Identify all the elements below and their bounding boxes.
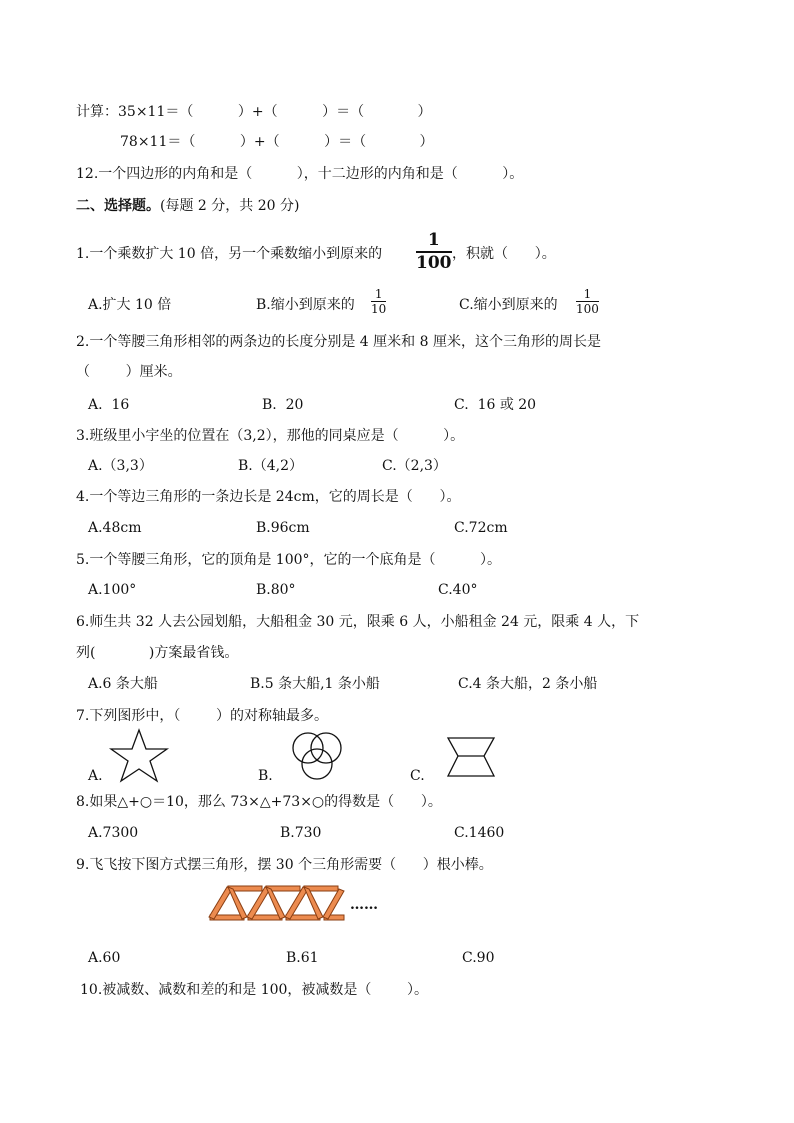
question-4-option-b[interactable]: B.96cm	[256, 520, 310, 536]
question-6-option-a[interactable]: A.6 条大船	[88, 676, 158, 692]
question-7-option-b[interactable]: B.	[258, 768, 273, 784]
question-4-stem: 4.一个等边三角形的一条边长是 24cm，它的周长是（ ）。	[76, 489, 461, 505]
option-c-fraction	[576, 288, 599, 315]
question-8-stem: 8.如果△+○＝10，那么 73×△+73×○的得数是（ ）。	[76, 794, 442, 810]
question-6-stem-cont: 列( )方案最省钱。	[76, 645, 239, 661]
fraction-numerator: 1	[583, 287, 592, 301]
continuation-ellipsis: ……	[350, 897, 378, 913]
calc-line-1: 计算：35×11＝（ ）+（ ）＝（ ）	[76, 104, 432, 120]
question-1-option-b[interactable]: B.缩小到原来的	[256, 297, 355, 313]
hourglass-shape-icon	[444, 736, 498, 780]
question-9-option-b[interactable]: B.61	[286, 950, 319, 966]
fraction-denominator: 100	[576, 302, 599, 316]
question-1-stem: 1.一个乘数扩大 10 倍，另一个乘数缩小到原来的	[76, 246, 383, 262]
question-2-option-c[interactable]: C. 16 或 20	[454, 397, 537, 413]
question-5-stem: 5.一个等腰三角形，它的顶角是 100°，它的一个底角是（ ）。	[76, 552, 502, 568]
question-5-option-c[interactable]: C.40°	[438, 582, 478, 598]
stick-triangles-figure	[206, 884, 348, 924]
question-1-option-c[interactable]: C.缩小到原来的	[459, 297, 558, 313]
option-b-fraction	[371, 288, 386, 315]
question-5-option-b[interactable]: B.80°	[256, 582, 296, 598]
question-2-stem-cont: （ ）厘米。	[76, 364, 182, 380]
calc-line-2: 78×11＝（ ）+（ ）＝（ ）	[120, 134, 434, 150]
fraction-numerator: 1	[427, 230, 440, 250]
question-3-stem: 3.班级里小宇坐的位置在（3,2），那他的同桌应是（ ）。	[76, 428, 465, 444]
question-3-option-a[interactable]: A.（3,3）	[88, 458, 153, 474]
question-1-fraction	[416, 232, 452, 272]
fraction-denominator: 10	[371, 302, 387, 316]
question-6-option-c[interactable]: C.4 条大船，2 条小船	[458, 676, 598, 692]
question-3-option-b[interactable]: B.（4,2）	[238, 458, 304, 474]
section-note: (每题 2 分，共 20 分)	[160, 198, 300, 214]
question-4-option-a[interactable]: A.48cm	[88, 520, 142, 536]
question-7-stem: 7.下列图形中，（ ）的对称轴最多。	[76, 708, 328, 724]
star-shape-icon	[110, 728, 170, 784]
question-1-tail: ，积就（ ）。	[452, 246, 556, 262]
question-1-option-a[interactable]: A.扩大 10 倍	[88, 297, 172, 313]
question-2-option-a[interactable]: A. 16	[88, 397, 130, 413]
question-2-stem: 2.一个等腰三角形相邻的两条边的长度分别是 4 厘米和 8 厘米，这个三角形的周长是	[76, 334, 601, 350]
question-8-option-c[interactable]: C.1460	[454, 825, 505, 841]
question-5-option-a[interactable]: A.100°	[88, 582, 137, 598]
fraction-denominator: 100	[416, 253, 452, 273]
question-12: 12.一个四边形的内角和是（ ），十二边形的内角和是（ ）。	[76, 166, 524, 182]
question-8-option-b[interactable]: B.730	[280, 825, 322, 841]
question-6-stem: 6.师生共 32 人去公园划船，大船租金 30 元，限乘 6 人，小船租金 24 元，限乘 4 人，下	[76, 614, 640, 630]
section-title: 二、选择题。	[76, 198, 160, 214]
question-9-option-c[interactable]: C.90	[462, 950, 495, 966]
question-8-option-a[interactable]: A.7300	[88, 825, 139, 841]
section-2-heading	[76, 196, 299, 216]
question-6-option-b[interactable]: B.5 条大船,1 条小船	[250, 676, 380, 692]
question-10-stem: 10.被减数、减数和差的和是 100，被减数是（ ）。	[80, 982, 429, 998]
question-4-option-c[interactable]: C.72cm	[454, 520, 508, 536]
question-9-stem: 9.飞飞按下图方式摆三角形，摆 30 个三角形需要（ ）根小棒。	[76, 857, 493, 873]
question-9-option-a[interactable]: A.60	[88, 950, 121, 966]
fraction-numerator: 1	[374, 287, 383, 301]
question-7-option-c[interactable]: C.	[410, 768, 425, 784]
trefoil-shape-icon	[286, 728, 348, 786]
question-3-option-c[interactable]: C.（2,3）	[382, 458, 447, 474]
question-7-option-a[interactable]: A.	[88, 768, 103, 784]
question-2-option-b[interactable]: B. 20	[262, 397, 304, 413]
